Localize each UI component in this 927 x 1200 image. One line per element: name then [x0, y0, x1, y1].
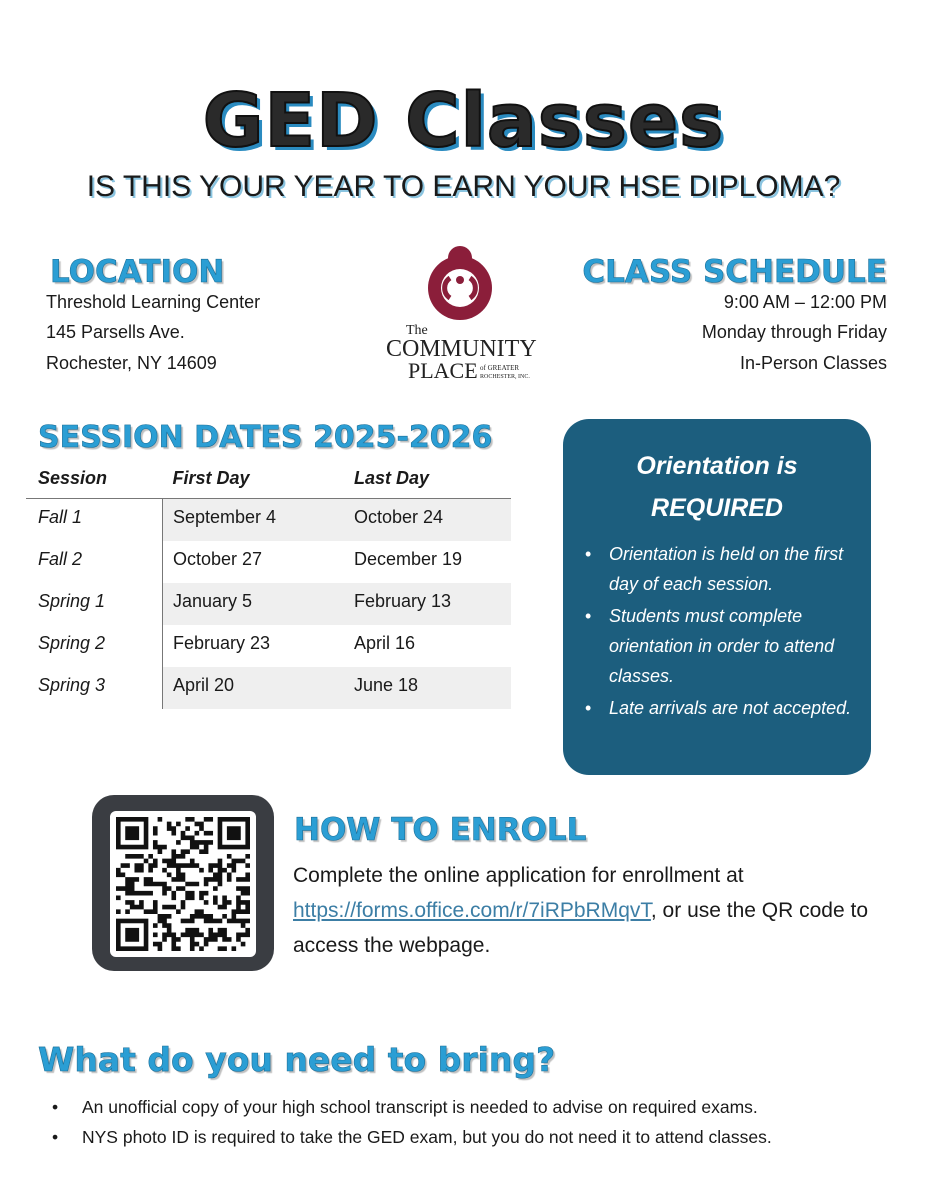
bring-heading: What do you need to bring? [38, 1040, 556, 1079]
bullet-icon: • [585, 606, 592, 626]
orientation-title-line-2: REQUIRED [651, 494, 783, 522]
sessions-table [26, 458, 511, 709]
orientation-item-text: Late arrivals are not accepted. [609, 698, 852, 718]
orientation-list [585, 539, 855, 725]
enroll-text [293, 858, 893, 963]
page-subtitle: IS THIS YOUR YEAR TO EARN YOUR HSE DIPLOMA? [86, 170, 841, 203]
table-header-row [26, 458, 511, 499]
page-title: GED Classes [202, 78, 725, 164]
bullet-icon: • [52, 1127, 59, 1147]
table-row [26, 667, 511, 709]
orientation-item-text: Orientation is held on the first day of each session. [609, 544, 844, 594]
list-item [52, 1092, 912, 1122]
bring-list [52, 1092, 912, 1152]
community-place-logo-icon [384, 244, 544, 390]
enroll-text-before: Complete the online application for enrollment at [293, 864, 744, 887]
schedule-heading: CLASS SCHEDULE [582, 254, 887, 290]
session-name: Fall 1 [38, 507, 83, 527]
session-first-day: October 27 [173, 549, 263, 569]
location-line-2: 145 Parsells Ave. [46, 322, 185, 342]
table-row [26, 625, 511, 667]
table-row [26, 583, 511, 625]
schedule-line-3: In-Person Classes [739, 353, 887, 373]
session-first-day: April 20 [173, 675, 235, 695]
bring-item-text: NYS photo ID is required to take the GED exam, but you do not need it to attend classes. [82, 1127, 772, 1147]
bring-item-text: An unofficial copy of your high school transcript is needed to advise on required exams. [82, 1097, 758, 1117]
session-last-day: April 16 [354, 633, 416, 653]
list-item [52, 1122, 912, 1152]
orientation-title [563, 445, 871, 529]
orientation-item-text: Students must complete orientation in order to attend classes. [609, 606, 835, 686]
session-last-day: February 13 [354, 591, 452, 611]
sessions-heading: SESSION DATES 2025-2026 [38, 420, 493, 455]
session-name: Spring 3 [38, 675, 106, 695]
session-name: Spring 2 [38, 633, 106, 653]
logo-text-small-2: ROCHESTER, INC. [480, 374, 530, 380]
logo-text-place: PLACE [408, 358, 478, 383]
list-item [585, 601, 855, 691]
session-name: Spring 1 [38, 591, 106, 611]
location-line-1: Threshold Learning Center [46, 292, 261, 312]
session-name: Fall 2 [38, 549, 83, 569]
table-row [26, 541, 511, 583]
qr-finder-pattern [218, 817, 250, 849]
qr-finder-pattern [116, 919, 148, 951]
enroll-heading: HOW TO ENROLL [294, 812, 587, 848]
bullet-icon: • [52, 1097, 59, 1117]
session-last-day: December 19 [354, 549, 463, 569]
column-header-first-day: First Day [163, 458, 355, 499]
community-place-logo [384, 244, 544, 390]
session-last-day: October 24 [354, 507, 444, 527]
location-heading: LOCATION [50, 254, 225, 290]
qr-finder-pattern [116, 817, 148, 849]
logo-text-community: COMMUNITY [386, 336, 537, 362]
enroll-link[interactable]: https://forms.office.com/r/7iRPbRMqvT [293, 899, 651, 922]
session-first-day: February 23 [173, 633, 271, 653]
enroll-text-after: , or use the QR code to access the webpage. [293, 899, 869, 957]
orientation-box [563, 419, 871, 775]
session-last-day: June 18 [354, 675, 419, 695]
list-item [585, 539, 855, 599]
logo-text-small-1: of GREATER [480, 364, 520, 372]
logo-text-the: The [406, 323, 428, 338]
qr-code-icon [110, 811, 256, 957]
list-item [585, 693, 855, 723]
qr-code[interactable] [92, 795, 274, 971]
column-header-session: Session [26, 458, 163, 499]
schedule-line-1: 9:00 AM – 12:00 PM [723, 292, 887, 312]
schedule-line-2: Monday through Friday [701, 322, 887, 342]
column-header-last-day: Last Day [354, 458, 511, 499]
session-first-day: January 5 [173, 591, 253, 611]
orientation-title-line-1: Orientation is [636, 452, 798, 480]
session-first-day: September 4 [173, 507, 277, 527]
location-line-3: Rochester, NY 14609 [46, 353, 217, 373]
bullet-icon: • [585, 698, 592, 718]
table-row [26, 499, 511, 542]
bullet-icon: • [585, 544, 592, 564]
